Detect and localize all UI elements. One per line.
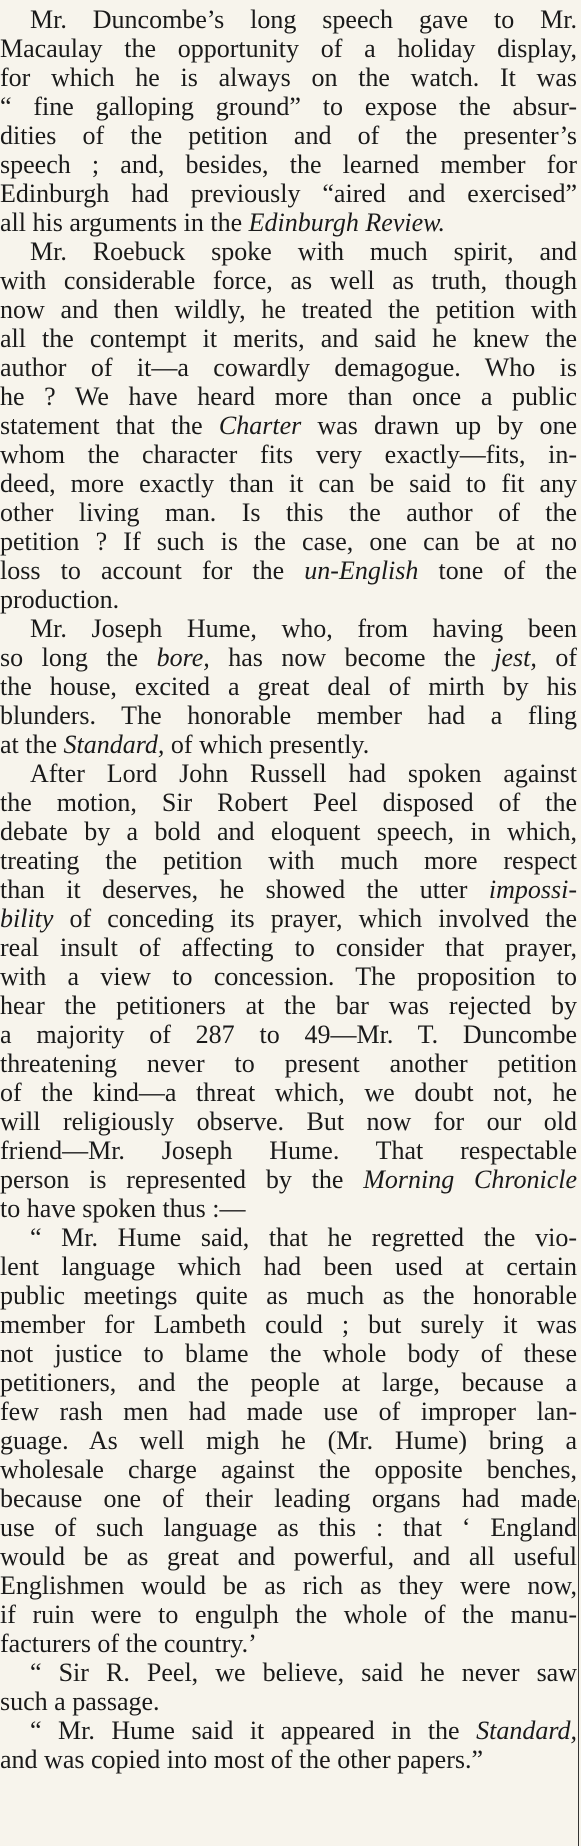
text-segment: was drawn up by one bbox=[301, 411, 577, 440]
text-segment: facturers of the country.’ bbox=[0, 1629, 257, 1658]
text-line bbox=[0, 1165, 577, 1194]
text-segment: Mr. Roebuck spoke with much spirit, and bbox=[30, 237, 577, 266]
text-segment: the motion, Sir Robert Peel disposed of the bbox=[0, 788, 577, 817]
text-segment: After Lord John Russell had spoken against bbox=[30, 759, 577, 788]
paragraph-p7 bbox=[0, 1716, 581, 1774]
paragraph-p1 bbox=[0, 5, 581, 237]
italic-text: Standard, bbox=[476, 1716, 577, 1745]
text-line bbox=[0, 295, 577, 324]
article-body bbox=[0, 5, 581, 1774]
text-line bbox=[0, 788, 577, 817]
text-line bbox=[0, 1368, 577, 1397]
text-segment: at the bbox=[0, 730, 64, 759]
text-segment: if ruin were to engulph the whole of the manu- bbox=[0, 1600, 577, 1629]
text-line bbox=[0, 1687, 577, 1716]
text-segment: of conceding its prayer, which involved the bbox=[53, 904, 577, 933]
text-segment: petition ? If such is the case, one can be at no bbox=[0, 527, 577, 556]
text-segment: Edinburgh had previously “aired and exercised” bbox=[0, 179, 577, 208]
text-segment: because one of their leading organs had made bbox=[0, 1484, 577, 1513]
text-line bbox=[0, 1252, 577, 1281]
text-line bbox=[0, 527, 577, 556]
text-line bbox=[0, 1629, 577, 1658]
italic-text: Charter bbox=[218, 411, 302, 440]
text-segment: few rash men had made use of improper lan- bbox=[0, 1397, 577, 1426]
text-line bbox=[0, 556, 577, 585]
text-segment: debate by a bold and eloquent speech, in which, bbox=[0, 817, 577, 846]
text-segment: guage. As well migh he (Mr. Hume) bring a bbox=[0, 1426, 577, 1455]
text-segment: treating the petition with much more respect bbox=[0, 846, 577, 875]
text-line bbox=[0, 498, 577, 527]
text-line bbox=[0, 5, 577, 34]
text-line bbox=[0, 1716, 577, 1745]
text-segment: now and then wildly, he treated the petition with bbox=[0, 295, 577, 324]
text-segment: “ Mr. Hume said it appeared in the bbox=[30, 1716, 477, 1745]
text-line bbox=[0, 846, 577, 875]
text-line bbox=[0, 701, 577, 730]
text-segment: Englishmen would be as rich as they were now, bbox=[0, 1571, 577, 1600]
text-segment: person is represented by the bbox=[0, 1165, 364, 1194]
italic-text: un-English bbox=[304, 556, 419, 585]
text-line bbox=[0, 237, 577, 266]
text-segment: with a view to concession. The proposition to bbox=[0, 962, 577, 991]
text-segment: hear the petitioners at the bar was rejected by bbox=[0, 991, 577, 1020]
text-line bbox=[0, 1049, 577, 1078]
text-segment: so long the bbox=[0, 643, 157, 672]
text-segment: “ fine galloping ground” to expose the absur- bbox=[0, 92, 577, 121]
text-line bbox=[0, 1455, 577, 1484]
text-segment: than it deserves, he showed the utter bbox=[0, 875, 489, 904]
text-line bbox=[0, 150, 577, 179]
text-line bbox=[0, 730, 577, 759]
text-line bbox=[0, 1484, 577, 1513]
text-segment: Mr. Joseph Hume, who, from having been bbox=[30, 614, 577, 643]
text-segment: “ Sir R. Peel, we believe, said he never saw bbox=[30, 1658, 577, 1687]
text-line bbox=[0, 92, 577, 121]
text-line bbox=[0, 1542, 577, 1571]
text-line bbox=[0, 1281, 577, 1310]
text-segment: of the kind—a threat which, we doubt not, he bbox=[0, 1078, 577, 1107]
text-segment: blunders. The honorable member had a fling bbox=[0, 701, 577, 730]
text-line bbox=[0, 585, 577, 614]
text-segment: threatening never to present another petition bbox=[0, 1049, 577, 1078]
italic-text: bore, bbox=[156, 643, 210, 672]
paragraph-p2 bbox=[0, 237, 581, 614]
text-line bbox=[0, 875, 577, 904]
text-line bbox=[0, 266, 577, 295]
text-segment: such a passage. bbox=[0, 1687, 160, 1716]
text-line bbox=[0, 1600, 577, 1629]
text-line bbox=[0, 933, 577, 962]
text-segment: for which he is always on the watch. It was bbox=[0, 63, 577, 92]
text-line bbox=[0, 179, 577, 208]
text-segment: statement that the bbox=[0, 411, 219, 440]
text-line bbox=[0, 382, 577, 411]
text-segment: Macaulay the opportunity of a holiday display, bbox=[0, 34, 577, 63]
text-line bbox=[0, 469, 577, 498]
text-segment: production. bbox=[0, 585, 120, 614]
text-line bbox=[0, 411, 577, 440]
text-line bbox=[0, 1658, 577, 1687]
text-segment: will religiously observe. But now for our old bbox=[0, 1107, 577, 1136]
text-line bbox=[0, 121, 577, 150]
text-line bbox=[0, 1078, 577, 1107]
text-segment: whom the character fits very exactly—fits, in- bbox=[0, 440, 577, 469]
text-segment: petitioners, and the people at large, because a bbox=[0, 1368, 577, 1397]
paragraph-p3 bbox=[0, 614, 581, 759]
text-line bbox=[0, 1397, 577, 1426]
italic-text: impossi- bbox=[488, 875, 577, 904]
text-segment: dities of the petition and of the presenter’s bbox=[0, 121, 577, 150]
text-line bbox=[0, 614, 577, 643]
text-line bbox=[0, 34, 577, 63]
text-segment: would be as great and powerful, and all useful bbox=[0, 1542, 577, 1571]
text-line bbox=[0, 440, 577, 469]
text-segment: public meetings quite as much as the honorable bbox=[0, 1281, 577, 1310]
text-line bbox=[0, 1571, 577, 1600]
text-line bbox=[0, 1339, 577, 1368]
text-segment: Mr. Duncombe’s long speech gave to Mr. bbox=[30, 5, 577, 34]
text-segment: all the contempt it merits, and said he knew the bbox=[0, 324, 577, 353]
text-line bbox=[0, 1223, 577, 1252]
text-segment: has now become the bbox=[209, 643, 495, 672]
text-line bbox=[0, 1194, 577, 1223]
text-segment: lent language which had been used at certain bbox=[0, 1252, 577, 1281]
paragraph-p6 bbox=[0, 1658, 581, 1716]
text-segment: not justice to blame the whole body of these bbox=[0, 1339, 577, 1368]
text-segment: speech ; and, besides, the learned member for bbox=[0, 150, 577, 179]
text-segment: and was copied into most of the other papers.” bbox=[0, 1745, 484, 1774]
italic-text: jest, bbox=[494, 643, 537, 672]
text-segment: “ Mr. Hume said, that he regretted the vio- bbox=[30, 1223, 577, 1252]
text-line bbox=[0, 1107, 577, 1136]
text-segment: other living man. Is this the author of the bbox=[0, 498, 577, 527]
text-segment: he ? We have heard more than once a public bbox=[0, 382, 577, 411]
text-line bbox=[0, 324, 577, 353]
text-line bbox=[0, 1745, 577, 1774]
text-segment: friend—Mr. Joseph Hume. That respectable bbox=[0, 1136, 577, 1165]
text-line bbox=[0, 63, 577, 92]
italic-text: Edinburgh Review. bbox=[248, 208, 446, 237]
text-line bbox=[0, 1136, 577, 1165]
text-line bbox=[0, 904, 577, 933]
text-segment: to have spoken thus :— bbox=[0, 1194, 246, 1223]
italic-text: Standard, bbox=[63, 730, 165, 759]
text-segment: deed, more exactly than it can be said to fit any bbox=[0, 469, 577, 498]
text-segment: use of such language as this : that ‘ England bbox=[0, 1513, 577, 1542]
text-segment: of which presently. bbox=[164, 730, 370, 759]
text-segment: of bbox=[536, 643, 577, 672]
text-segment: tone of the bbox=[418, 556, 577, 585]
text-segment: a majority of 287 to 49—Mr. T. Duncombe bbox=[0, 1020, 577, 1049]
text-line bbox=[0, 759, 577, 788]
column-rule bbox=[578, 1500, 579, 1846]
text-line bbox=[0, 991, 577, 1020]
text-segment: loss to account for the bbox=[0, 556, 305, 585]
text-segment: wholesale charge against the opposite benches, bbox=[0, 1455, 577, 1484]
text-segment: all his arguments in the bbox=[0, 208, 249, 237]
text-segment: real insult of affecting to consider that prayer, bbox=[0, 933, 577, 962]
text-line bbox=[0, 1020, 577, 1049]
text-line bbox=[0, 353, 577, 382]
text-segment: member for Lambeth could ; but surely it was bbox=[0, 1310, 577, 1339]
paragraph-p5 bbox=[0, 1223, 581, 1658]
italic-text: Morning Chronicle bbox=[363, 1165, 577, 1194]
text-segment: the house, excited a great deal of mirth by his bbox=[0, 672, 577, 701]
text-line bbox=[0, 1310, 577, 1339]
text-line bbox=[0, 208, 577, 237]
text-line bbox=[0, 1426, 577, 1455]
italic-text: bility bbox=[0, 904, 54, 933]
text-segment: with considerable force, as well as truth, though bbox=[0, 266, 577, 295]
paragraph-p4 bbox=[0, 759, 581, 1223]
text-line bbox=[0, 1513, 577, 1542]
text-line bbox=[0, 672, 577, 701]
text-line bbox=[0, 817, 577, 846]
text-segment: author of it—a cowardly demagogue. Who is bbox=[0, 353, 577, 382]
text-line bbox=[0, 643, 577, 672]
text-line bbox=[0, 962, 577, 991]
